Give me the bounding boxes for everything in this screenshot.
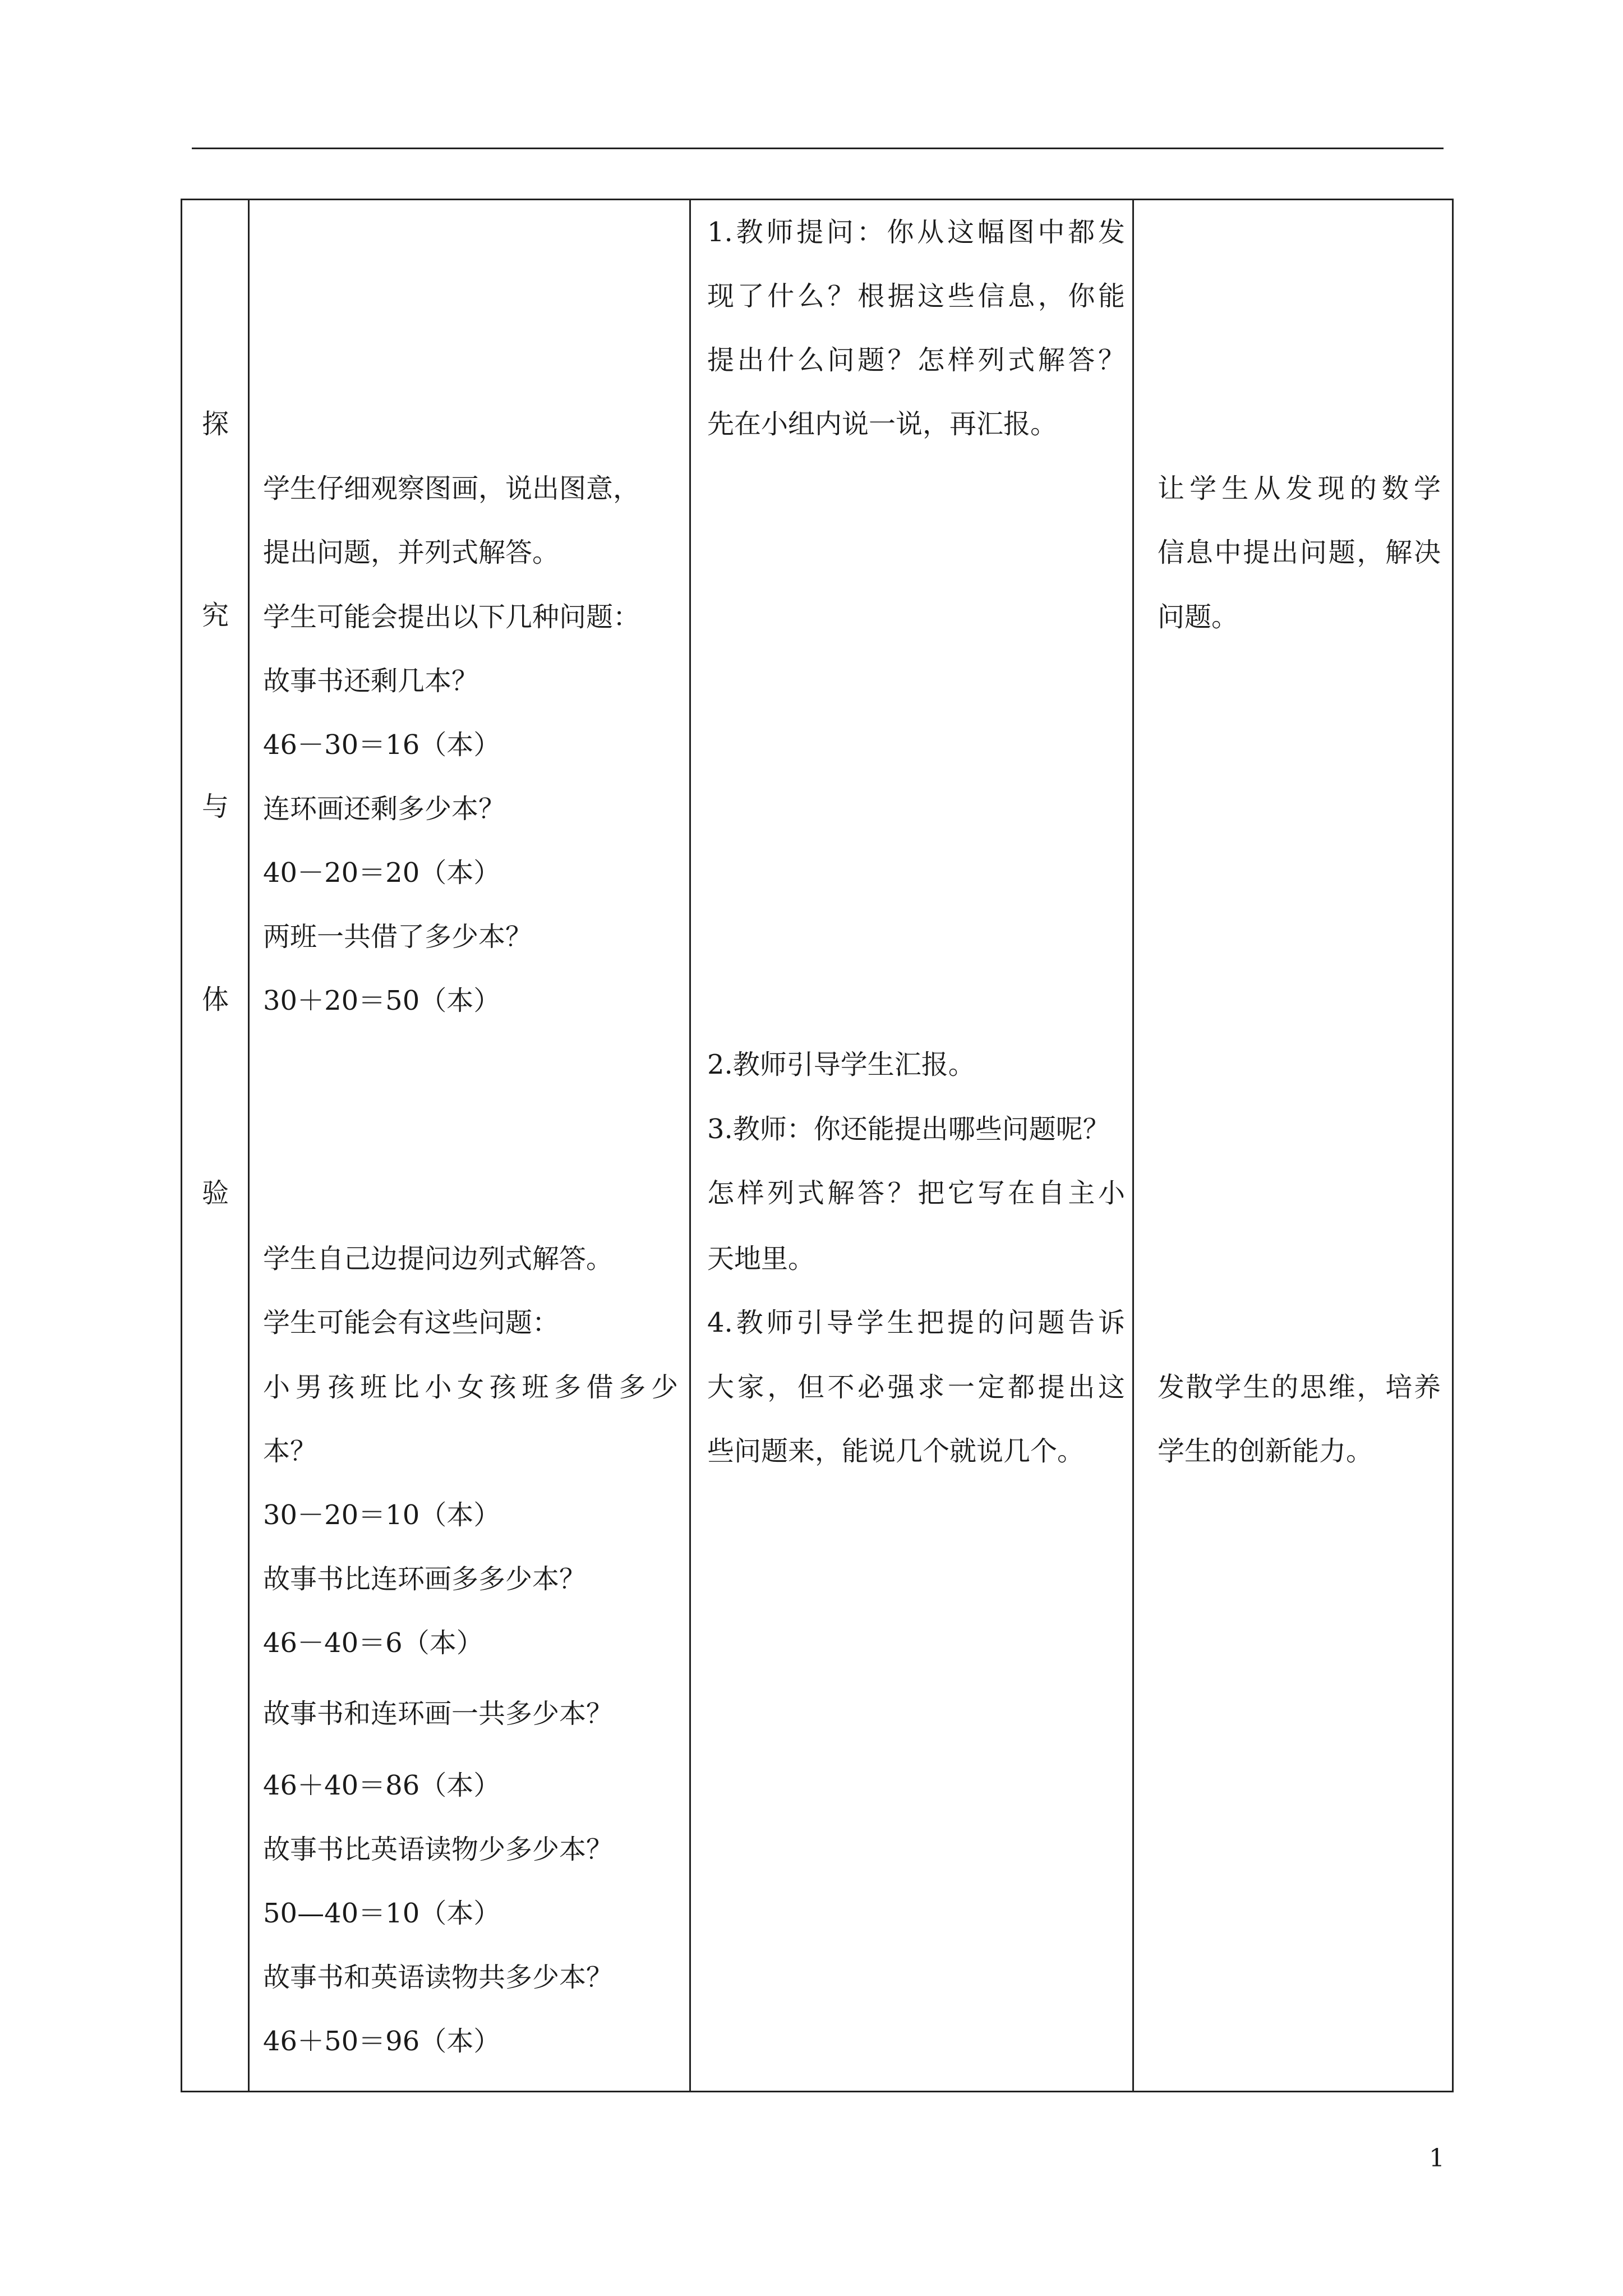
column-divider xyxy=(248,199,250,2092)
student-text-line: 故事书还剩几本？ xyxy=(263,665,479,697)
student-text-line: 40－20＝20（本） xyxy=(263,857,501,889)
student-text-line: 学生自己边提问边列式解答。 xyxy=(263,1243,614,1274)
student-text-line: 50—40＝10（本） xyxy=(263,1898,501,1929)
student-text-line: 学生可能会提出以下几种问题： xyxy=(263,601,640,633)
student-text-line: 故事书比英语读物少多少本？ xyxy=(263,1834,614,1865)
student-text-line: 46＋40＝86（本） xyxy=(263,1770,501,1801)
teacher-text-line: 大家，但不必强求一定都提出这 xyxy=(707,1372,1125,1403)
student-text-line: 46－30＝16（本） xyxy=(263,729,501,761)
intent-text-line: 学生的创新能力。 xyxy=(1158,1435,1373,1467)
section-title-char: 与 xyxy=(201,791,229,822)
student-text-line: 故事书和英语读物共多少本？ xyxy=(263,1962,614,1993)
teacher-text-line: 怎样列式解答？把它写在自主小 xyxy=(707,1177,1125,1209)
teacher-text-line: 现了什么？根据这些信息，你能 xyxy=(707,280,1125,312)
student-text-line: 30＋20＝50（本） xyxy=(263,985,501,1016)
section-title-char: 验 xyxy=(201,1177,229,1209)
intent-text-line: 信息中提出问题，解决 xyxy=(1158,537,1441,568)
student-text-line: 连环画还剩多少本？ xyxy=(263,793,506,825)
intent-text-line: 让学生从发现的数学 xyxy=(1158,473,1441,504)
intent-text-line: 问题。 xyxy=(1158,601,1239,633)
teacher-text-line: 3.教师：你还能提出哪些问题呢？ xyxy=(707,1114,1110,1145)
column-divider xyxy=(689,199,691,2092)
teacher-text-line: 提出什么问题？怎样列式解答？ xyxy=(707,344,1125,376)
student-text-line: 学生可能会有这些问题： xyxy=(263,1307,560,1338)
header-rule xyxy=(192,148,1444,149)
teacher-text-line: 先在小组内说一说，再汇报。 xyxy=(707,408,1058,440)
student-text-line: 46－40＝6（本） xyxy=(263,1627,483,1659)
section-title-char: 究 xyxy=(201,600,229,631)
teacher-text-line: 1.教师提问：你从这幅图中都发 xyxy=(707,217,1125,248)
teacher-text-line: 天地里。 xyxy=(707,1243,815,1274)
intent-text-line: 发散学生的思维，培养 xyxy=(1158,1372,1441,1403)
student-text-line: 46＋50＝96（本） xyxy=(263,2026,501,2057)
student-text-line: 故事书和连环画一共多少本？ xyxy=(263,1698,614,1729)
student-text-line: 30－20＝10（本） xyxy=(263,1499,501,1531)
teacher-text-line: 些问题来，能说几个就说几个。 xyxy=(707,1435,1085,1467)
student-text-line: 本？ xyxy=(263,1435,317,1467)
student-text-line: 两班一共借了多少本？ xyxy=(263,921,533,953)
student-text-line: 故事书比连环画多多少本？ xyxy=(263,1563,587,1595)
column-divider xyxy=(1132,199,1134,2092)
page-number: 1 xyxy=(1429,2144,1445,2173)
section-title-char: 体 xyxy=(201,984,229,1015)
student-text-line: 提出问题，并列式解答。 xyxy=(263,537,560,568)
teacher-text-line: 2.教师引导学生汇报。 xyxy=(707,1049,975,1080)
student-text-line: 小男孩班比小女孩班多借多少 xyxy=(263,1372,678,1403)
section-title-char: 探 xyxy=(201,408,229,440)
teacher-text-line: 4.教师引导学生把提的问题告诉 xyxy=(707,1307,1125,1338)
student-text-line: 学生仔细观察图画，说出图意， xyxy=(263,473,640,504)
